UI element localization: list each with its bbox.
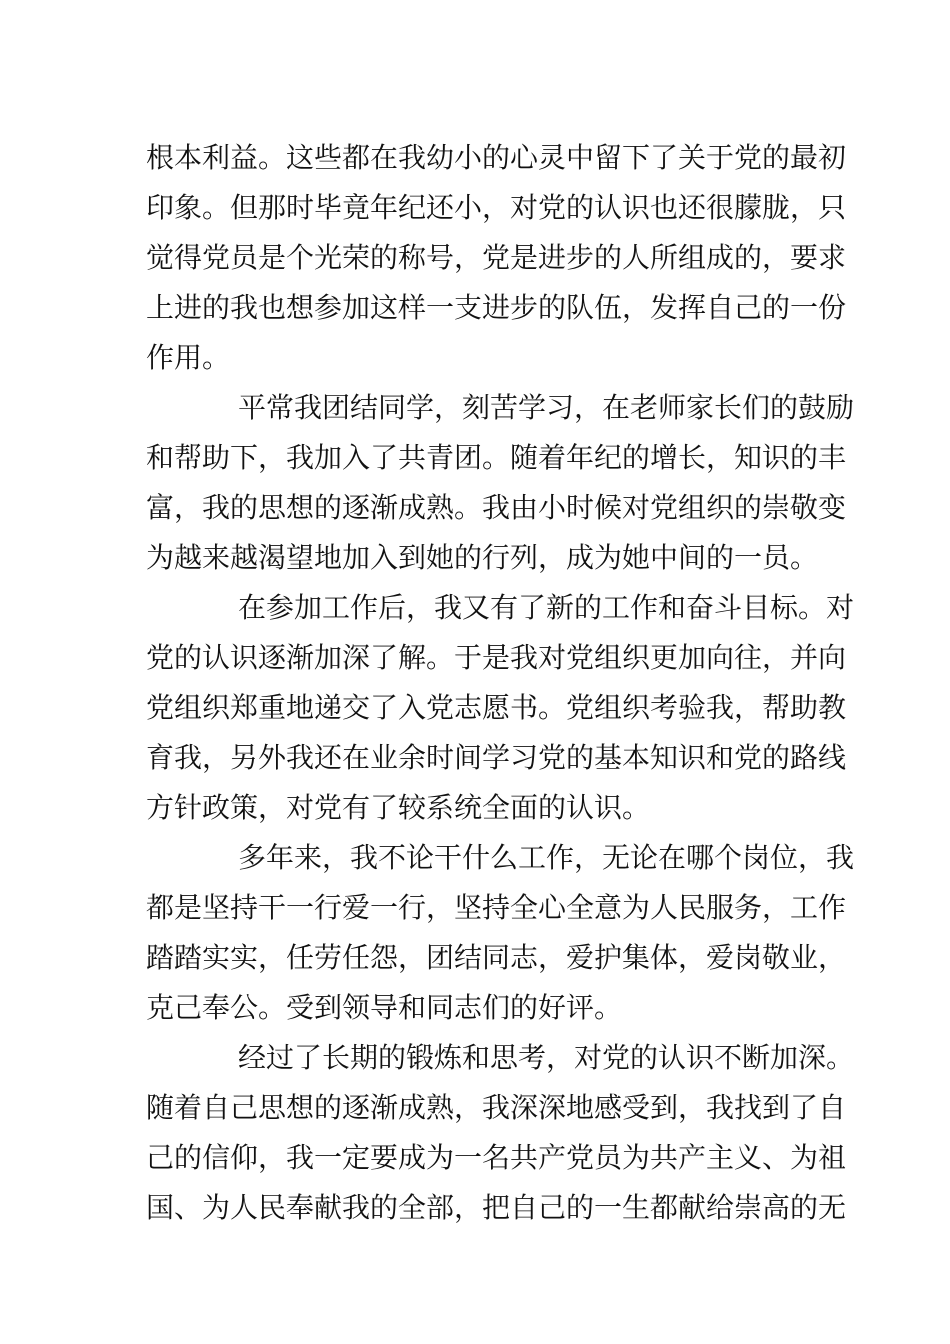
text-line: 方针政策，对党有了较系统全面的认识。 [146,791,651,824]
paragraph-first-line: 经过了长期的锻炼和思考，对党的认识不断加深。 [238,1041,855,1074]
text-line: 富，我的思想的逐渐成熟。我由小时候对党组织的崇敬变 [146,491,847,524]
text-line: 印象。但那时毕竟年纪还小，对党的认识也还很朦胧，只 [146,191,847,224]
paragraph-first-line: 在参加工作后，我又有了新的工作和奋斗目标。对 [238,591,855,624]
text-line: 作用。 [146,341,231,374]
text-line: 根本利益。这些都在我幼小的心灵中留下了关于党的最初 [146,141,847,174]
text-line: 育我，另外我还在业余时间学习党的基本知识和党的路线 [146,741,847,774]
text-line: 为越来越渴望地加入到她的行列，成为她中间的一员。 [146,541,819,574]
text-line: 克己奉公。受到领导和同志们的好评。 [146,991,623,1024]
text-line: 己的信仰，我一定要成为一名共产党员为共产主义、为祖 [146,1141,847,1174]
text-line: 党组织郑重地递交了入党志愿书。党组织考验我，帮助教 [146,691,847,724]
paragraph-first-line: 平常我团结同学，刻苦学习，在老师家长们的鼓励 [238,391,855,424]
text-line: 上进的我也想参加这样一支进步的队伍，发挥自己的一份 [146,291,847,324]
text-line: 党的认识逐渐加深了解。于是我对党组织更加向往，并向 [146,641,847,674]
text-line: 随着自己思想的逐渐成熟，我深深地感受到，我找到了自 [146,1091,847,1124]
text-line: 踏踏实实，任劳任怨，团结同志，爱护集体，爱岗敬业， [146,941,847,974]
text-line: 和帮助下，我加入了共青团。随着年纪的增长，知识的丰 [146,441,847,474]
paragraph-first-line: 多年来，我不论干什么工作，无论在哪个岗位，我 [238,841,855,874]
text-line: 都是坚持干一行爱一行，坚持全心全意为人民服务，工作 [146,891,847,924]
text-line: 觉得党员是个光荣的称号，党是进步的人所组成的，要求 [146,241,847,274]
text-line: 国、为人民奉献我的全部，把自己的一生都献给崇高的无 [146,1191,847,1224]
document-body [146,133,855,1233]
